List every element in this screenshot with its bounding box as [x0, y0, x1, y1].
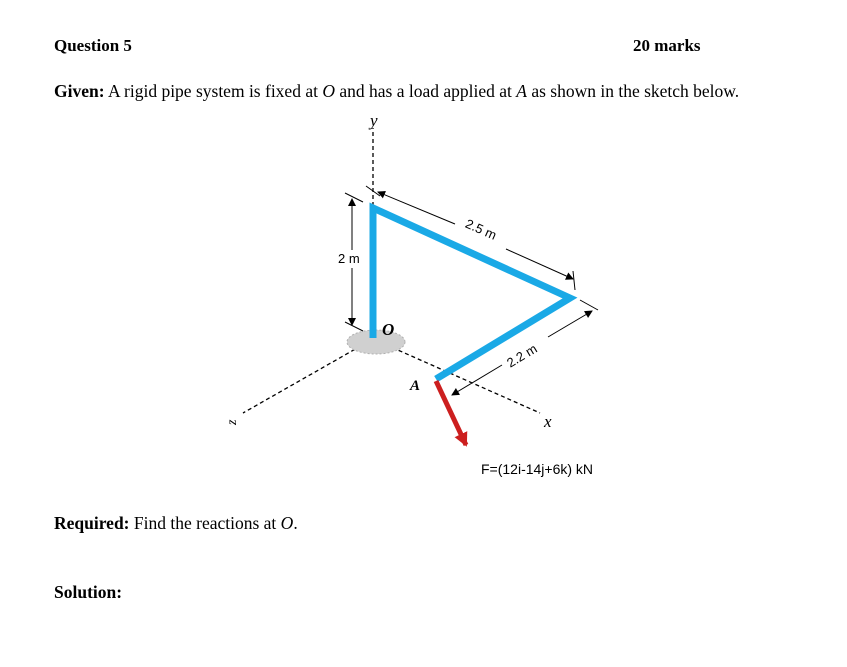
question-marks: 20 marks — [633, 36, 701, 55]
question-title: Question 5 — [54, 36, 132, 55]
dim-vertical-bottom-tick — [345, 322, 363, 331]
given-text-2: and has a load applied at — [334, 81, 517, 101]
given-point-o: O — [322, 81, 335, 101]
dim-vertical-top-tick — [345, 193, 363, 202]
given-label: Given: — [54, 81, 105, 101]
dim-top-tick-right — [573, 271, 575, 290]
dim-top-label: 2.5 m — [463, 215, 499, 243]
point-a-label: A — [410, 378, 421, 394]
dim-lower-line-left — [452, 365, 502, 395]
dim-vertical-label: 2 m — [338, 251, 360, 266]
point-o-label: O — [382, 320, 395, 339]
required-point-o: O — [280, 513, 294, 533]
pipe — [373, 208, 570, 379]
required-end: . — [293, 513, 298, 533]
solution-label: Solution: — [54, 582, 123, 602]
dim-top-tick-left — [366, 186, 380, 196]
dim-lower-line-right — [548, 311, 592, 337]
force-label: F=(12i-14j+6k) kN — [481, 461, 594, 477]
force-arrow — [436, 381, 466, 445]
axis-x-label: x — [544, 412, 552, 431]
axis-z-label: z — [225, 419, 240, 425]
dim-lower-tick-right — [580, 300, 598, 310]
dim-lower-label: 2.2 m — [504, 340, 540, 371]
given-text-3: as shown in the sketch below. — [526, 81, 740, 101]
axis-y-label: y — [370, 111, 378, 130]
required-statement — [54, 513, 298, 534]
given-text-1: A rigid pipe system is fixed at — [104, 81, 323, 101]
given-point-a: A — [516, 81, 527, 101]
required-text: Find the reactions at — [129, 513, 281, 533]
required-label: Required: — [54, 513, 130, 533]
